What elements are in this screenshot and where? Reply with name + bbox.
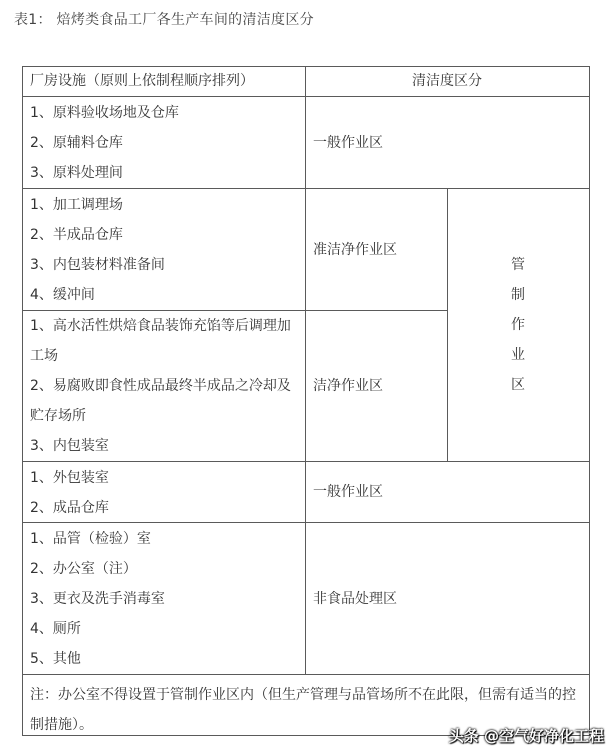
facility-item: 3、内包装材料准备间 [30, 257, 165, 273]
facility-item: 工场 [30, 348, 58, 364]
control-zone-char: 区 [511, 377, 525, 393]
facility-item: 3、原料处理间 [30, 165, 123, 181]
note-line-1: 注：办公室不得设置于管制作业区内（但生产管理与品管场所不在此限，但需有适当的控 [30, 687, 576, 703]
facility-item: 5、其他 [30, 651, 81, 667]
facility-item: 2、易腐败即食性成品最终半成品之冷却及 [30, 378, 291, 394]
border-right [589, 66, 590, 736]
zone-general-2: 一般作业区 [313, 484, 383, 500]
border-left [22, 66, 23, 736]
facility-item: 1、品管（检验）室 [30, 531, 151, 547]
facility-item: 2、成品仓库 [30, 500, 109, 516]
control-zone-label [508, 250, 528, 400]
facility-item: 2、原辅料仓库 [30, 135, 123, 151]
zone-general-1: 一般作业区 [313, 135, 383, 151]
facility-item: 1、原料验收场地及仓库 [30, 105, 179, 121]
note-line-2: 制措施）。 [30, 717, 93, 733]
zone-non-food: 非食品处理区 [313, 591, 397, 607]
border-group-5 [22, 674, 589, 675]
facility-item: 2、办公室（注） [30, 561, 137, 577]
zone-semi-clean: 准洁净作业区 [313, 242, 397, 258]
control-zone-char: 制 [511, 287, 525, 303]
border-control [447, 188, 448, 461]
facility-item: 1、加工调理场 [30, 197, 123, 213]
border-middle [305, 66, 306, 674]
control-zone-char: 作 [511, 317, 525, 333]
header-facilities: 厂房设施（原则上依制程顺序排列） [30, 73, 254, 89]
facility-item: 1、高水活性烘焙食品装饰充馅等后调理加 [30, 318, 291, 334]
facility-item: 2、半成品仓库 [30, 227, 123, 243]
watermark: 头条 @空气好净化工程 [448, 727, 604, 745]
header-zone: 清洁度区分 [412, 73, 482, 89]
control-zone-char: 业 [511, 347, 525, 363]
facility-item: 3、更衣及洗手消毒室 [30, 591, 165, 607]
control-zone-char: 管 [511, 257, 525, 273]
facility-item: 贮存场所 [30, 408, 86, 424]
facility-item: 4、厕所 [30, 621, 81, 637]
table-title: 表1： 焙烤类食品工厂各生产车间的清洁度区分 [14, 12, 314, 28]
facility-item: 1、外包装室 [30, 470, 109, 486]
facility-item: 4、缓冲间 [30, 287, 95, 303]
zone-clean: 洁净作业区 [313, 378, 383, 394]
facility-item: 3、内包装室 [30, 438, 109, 454]
